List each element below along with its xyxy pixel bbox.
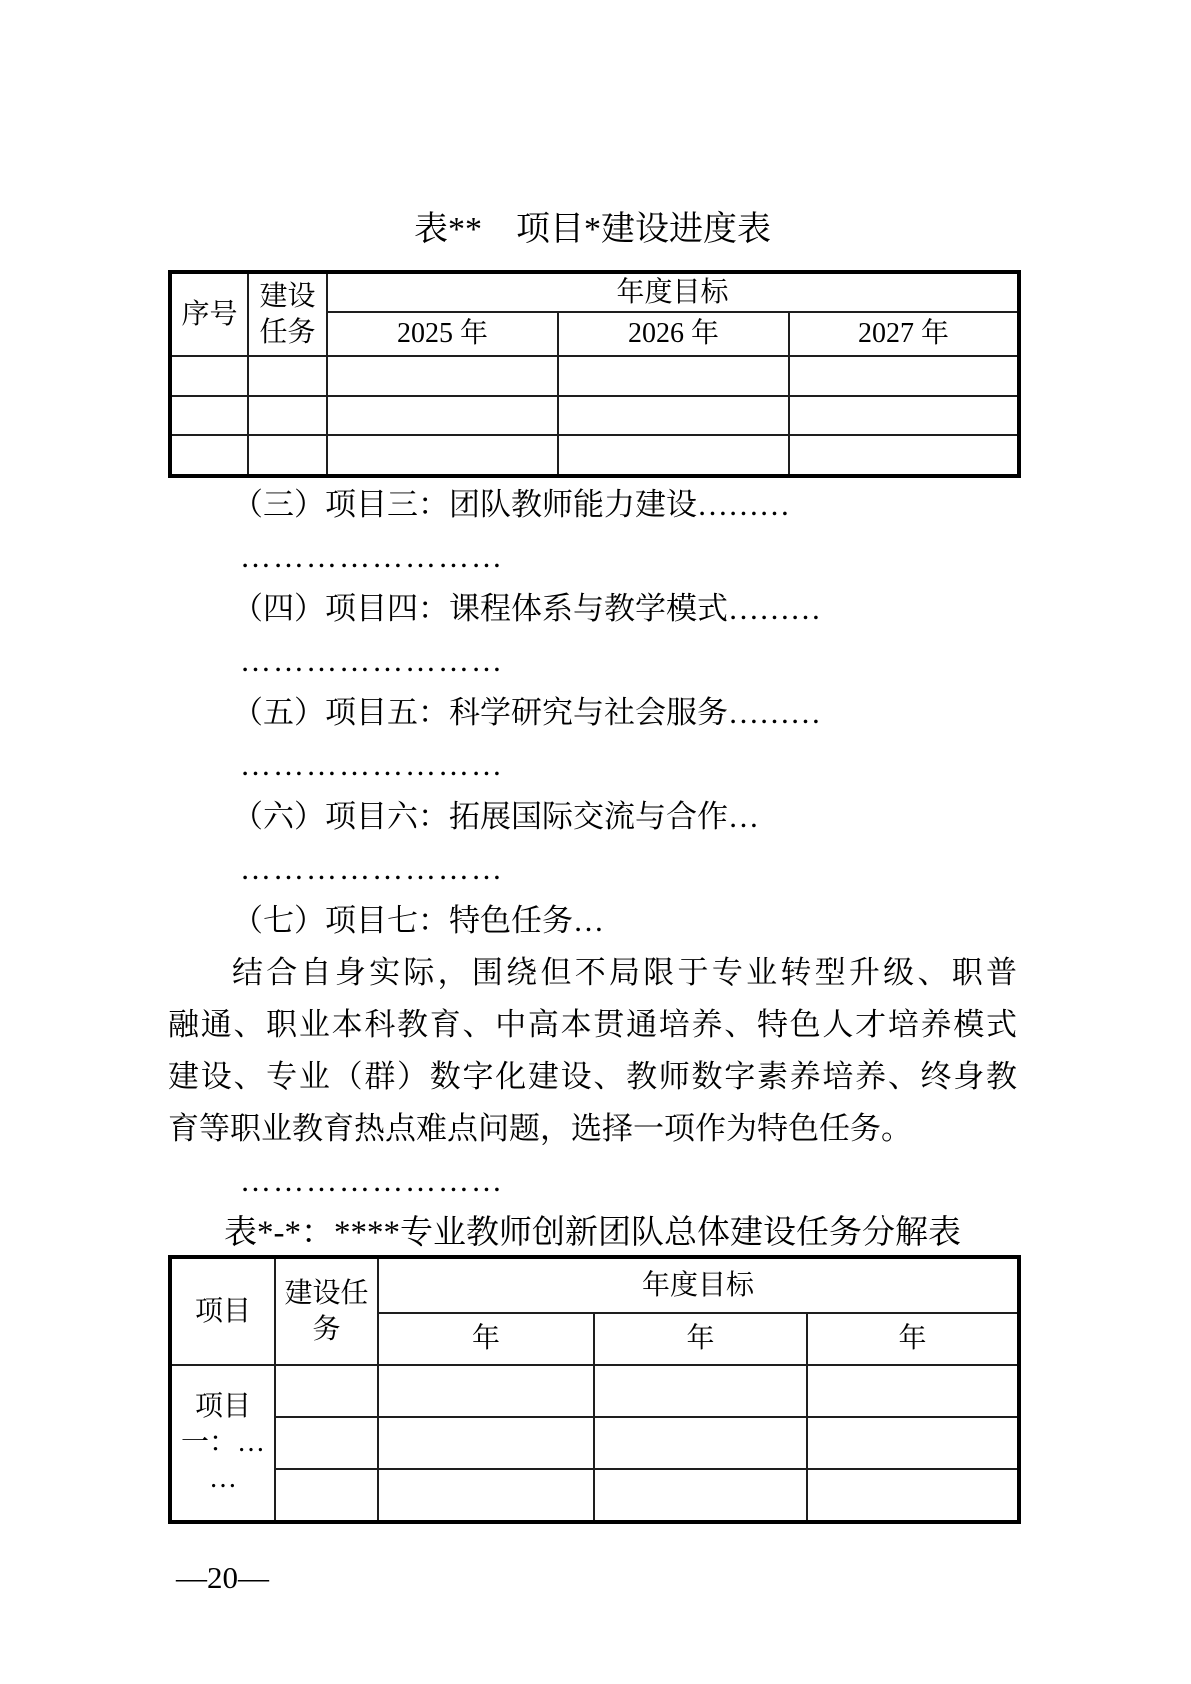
- empty-cell: [248, 356, 327, 396]
- empty-cell: [594, 1417, 807, 1469]
- table1-header-year-2026: 2026 年: [558, 312, 789, 356]
- table2-row-label-project1: [170, 1365, 275, 1522]
- outline-item-project5: （五）项目五：科学研究与社会服务………: [232, 695, 821, 730]
- row-label-line: 项目: [194, 1391, 251, 1422]
- ellipsis-line: ……………………: [240, 1163, 504, 1198]
- empty-cell: [327, 435, 558, 476]
- page-number: —20—: [176, 1560, 269, 1595]
- ellipsis-line: ……………………: [240, 539, 504, 574]
- table2-header-year-1: 年: [378, 1313, 594, 1365]
- empty-cell: [789, 435, 1019, 476]
- empty-cell: [558, 356, 789, 396]
- table1-header-annual-goal: 年度目标: [327, 272, 1019, 312]
- table2-caption: 表*-*：****专业教师创新团队总体建设任务分解表: [224, 1215, 961, 1251]
- table2-header-project: 项目: [170, 1257, 275, 1365]
- empty-cell: [594, 1365, 807, 1417]
- empty-cell: [789, 396, 1019, 435]
- progress-table: [168, 270, 1021, 478]
- empty-cell: [378, 1417, 594, 1469]
- table2-header-year-3: 年: [807, 1313, 1019, 1365]
- empty-cell: [327, 356, 558, 396]
- body-paragraph-line: 结合自身实际，围绕但不局限于专业转型升级、职普: [232, 955, 1017, 990]
- body-paragraph-line: 融通、职业本科教育、中高本贯通培养、特色人才培养模式: [168, 1007, 1017, 1042]
- empty-cell: [558, 396, 789, 435]
- table2-header-task: 建设任务: [275, 1257, 378, 1365]
- ellipsis-line: ……………………: [240, 747, 504, 782]
- empty-cell: [170, 396, 248, 435]
- empty-cell: [170, 435, 248, 476]
- empty-cell: [275, 1417, 378, 1469]
- ellipsis-line: ……………………: [240, 851, 504, 886]
- empty-cell: [275, 1469, 378, 1522]
- empty-cell: [378, 1469, 594, 1522]
- outline-item-project6: （六）项目六：拓展国际交流与合作…: [232, 799, 759, 834]
- empty-cell: [594, 1469, 807, 1522]
- table2-header-year-2: 年: [594, 1313, 807, 1365]
- table1-header-seq: 序号: [170, 272, 248, 356]
- task-breakdown-table: [168, 1255, 1021, 1524]
- ellipsis-line: ……………………: [240, 643, 504, 678]
- body-text-block: [168, 479, 1017, 1259]
- table1-header-year-2027: 2027 年: [789, 312, 1019, 356]
- empty-cell: [170, 356, 248, 396]
- empty-cell: [275, 1365, 378, 1417]
- body-paragraph-line: 育等职业教育热点难点问题，选择一项作为特色任务。: [168, 1111, 912, 1146]
- outline-item-project3: （三）项目三：团队教师能力建设………: [232, 487, 790, 522]
- outline-item-project7: （七）项目七：特色任务…: [232, 903, 604, 938]
- row-label-line: …: [209, 1463, 237, 1494]
- empty-cell: [378, 1365, 594, 1417]
- empty-cell: [807, 1417, 1019, 1469]
- table1-header-task: 建设任务: [248, 272, 327, 356]
- empty-cell: [327, 396, 558, 435]
- empty-cell: [807, 1365, 1019, 1417]
- row-label-line: 一：…: [180, 1427, 265, 1458]
- table2-header-annual-goal: 年度目标: [378, 1257, 1019, 1313]
- outline-item-project4: （四）项目四：课程体系与教学模式………: [232, 591, 821, 626]
- empty-cell: [248, 396, 327, 435]
- empty-cell: [558, 435, 789, 476]
- empty-cell: [807, 1469, 1019, 1522]
- empty-cell: [248, 435, 327, 476]
- body-paragraph-line: 建设、专业（群）数字化建设、教师数字素养培养、终身教: [168, 1059, 1017, 1094]
- table1-header-year-2025: 2025 年: [327, 312, 558, 356]
- empty-cell: [789, 356, 1019, 396]
- table1-title: 表** 项目*建设进度表: [414, 211, 771, 248]
